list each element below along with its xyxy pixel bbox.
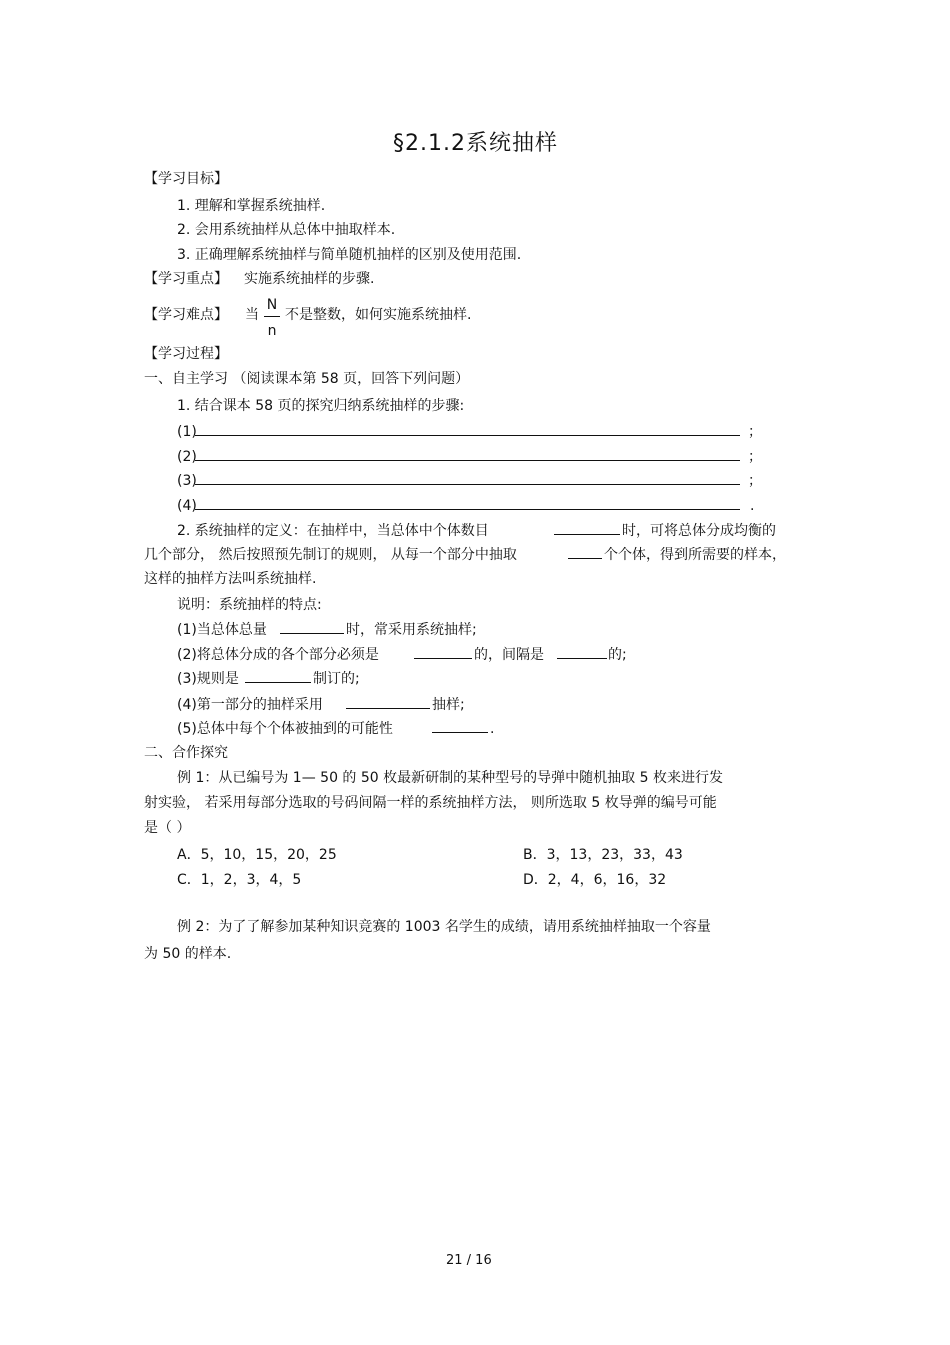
fraction-denominator: n: [267, 323, 277, 339]
goal-item: 3. 正确理解系统抽样与简单随机抽样的区别及使用范围.: [177, 247, 522, 263]
step-blank: [195, 422, 740, 436]
question2-line2-b: 个个体，得到所需要的样本，: [604, 547, 786, 563]
difficulty-label: 【学习难点】: [144, 307, 228, 323]
fraction-bar: [264, 316, 280, 317]
blank: [414, 645, 472, 659]
note-3-b: 制订的;: [313, 671, 360, 687]
page-number: 21 / 16: [446, 1253, 492, 1268]
page-title: §2.1.2系统抽样: [393, 131, 558, 156]
key-point-label: 【学习重点】: [144, 271, 228, 287]
option-d: D．2，4，6，16，32: [523, 872, 667, 888]
key-point-text: 实施系统抽样的步骤.: [244, 271, 375, 287]
blank: [568, 545, 602, 559]
example1-line1: 例 1：从已编号为 1— 50 的 50 枚最新研制的某种型号的导弹中随机抽取 5 枚来进行发: [177, 770, 723, 786]
note-1-b: 时，常采用系统抽样;: [346, 622, 477, 638]
step-end: ；: [748, 473, 762, 489]
note-5-a: (5)总体中每个个体被抽到的可能性: [177, 721, 393, 737]
note-4-b: 抽样;: [432, 697, 465, 713]
section2-title: 二、合作探究: [144, 745, 228, 761]
note-5-b: .: [490, 721, 495, 737]
blank: [245, 669, 311, 683]
goals-header: 【学习目标】: [144, 171, 228, 187]
blank: [557, 645, 607, 659]
example2-line1: 例 2：为了了解参加某种知识竞赛的 1003 名学生的成绩，请用系统抽样抽取一个容量: [177, 919, 711, 935]
step-blank: [195, 447, 740, 461]
question1: 1. 结合课本 58 页的探究归纳系统抽样的步骤:: [177, 398, 465, 414]
step-label: (4): [177, 498, 197, 514]
question2-line1-b: 时，可将总体分成均衡的: [622, 523, 776, 539]
question2-line1-a: 2. 系统抽样的定义：在抽样中，当总体中个体数目: [177, 523, 489, 539]
step-blank: [195, 471, 740, 485]
section1-title: 一、自主学习 （阅读课本第 58 页，回答下列问题）: [144, 371, 470, 387]
step-end: ；: [748, 449, 762, 465]
blank: [554, 521, 620, 535]
step-blank: [195, 496, 740, 510]
process-header: 【学习过程】: [144, 346, 228, 362]
step-label: (2): [177, 449, 197, 465]
example1-line2: 射实验， 若采用每部分选取的号码间隔一样的系统抽样方法， 则所选取 5 枚导弹的编号可能: [144, 795, 717, 811]
example1-line3: 是（ ）: [144, 820, 191, 836]
blank: [346, 695, 430, 709]
notes-title: 说明：系统抽样的特点:: [177, 597, 322, 613]
note-1-a: (1)当总体总量: [177, 622, 267, 638]
note-4-a: (4)第一部分的抽样采用: [177, 697, 323, 713]
step-label: (3): [177, 473, 197, 489]
goal-item: 2. 会用系统抽样从总体中抽取样本.: [177, 222, 396, 238]
step-label: (1): [177, 424, 197, 440]
step-end: .: [750, 498, 755, 514]
step-end: ；: [748, 424, 762, 440]
blank: [432, 719, 488, 733]
goal-item: 1. 理解和掌握系统抽样.: [177, 198, 326, 214]
note-2-b: 的，间隔是: [474, 647, 544, 663]
fraction-numerator: N: [266, 297, 278, 313]
question2-line3: 这样的抽样方法叫系统抽样.: [144, 571, 317, 587]
note-2-a: (2)将总体分成的各个部分必须是: [177, 647, 379, 663]
difficulty-suffix: 不是整数，如何实施系统抽样.: [285, 307, 472, 323]
example2-line2: 为 50 的样本.: [144, 946, 232, 962]
blank: [280, 620, 344, 634]
question2-line2-a: 几个部分， 然后按照预先制订的规则， 从每一个部分中抽取: [144, 547, 517, 563]
note-2-c: 的;: [608, 647, 627, 663]
difficulty-prefix: 当: [245, 307, 259, 323]
option-a: A．5，10，15，20，25: [177, 847, 337, 863]
option-b: B．3，13，23，33，43: [523, 847, 683, 863]
note-3-a: (3)规则是: [177, 671, 239, 687]
option-c: C．1，2，3，4，5: [177, 872, 302, 888]
